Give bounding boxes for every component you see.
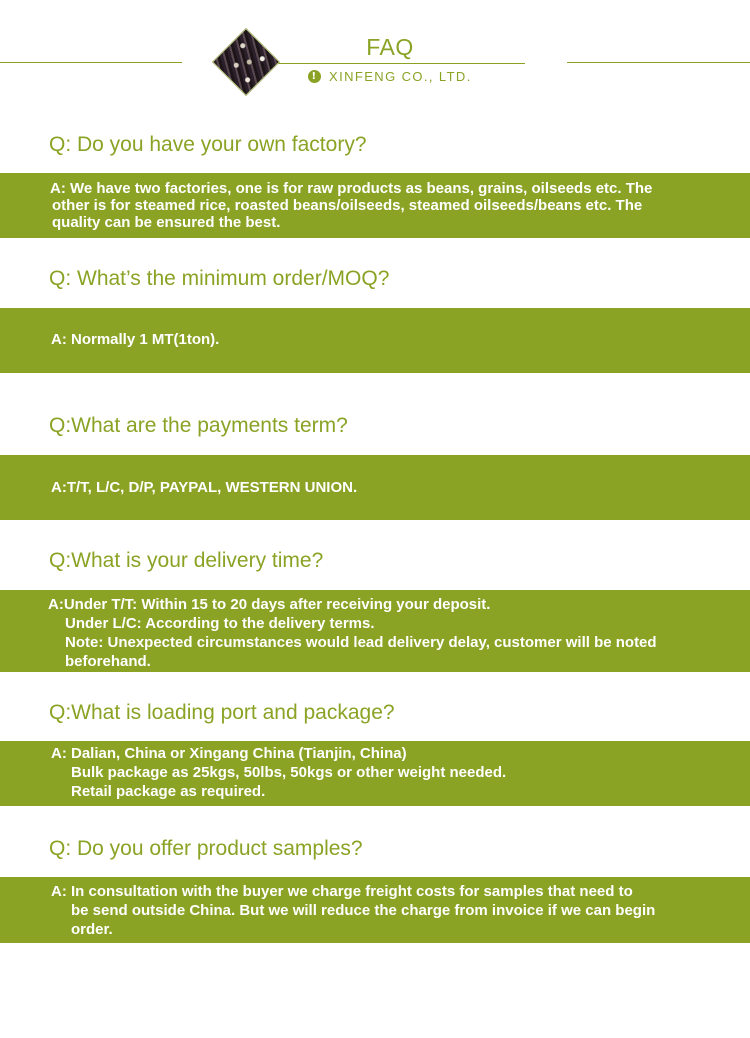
faq-answer <box>0 455 750 520</box>
company-name <box>308 69 472 84</box>
header-rule-right <box>567 62 750 63</box>
faq-question: Q: Do you have your own factory? <box>49 133 367 156</box>
faq-question: Q:What is your delivery time? <box>49 549 324 572</box>
faq-answer <box>0 741 750 806</box>
answer-line: Bulk package as 25kgs, 50lbs, 50kgs or other weight needed. <box>71 764 507 781</box>
answer-line: A: In consultation with the buyer we charge freight costs for samples that need to <box>51 883 633 900</box>
answer-line: Retail package as required. <box>71 783 266 800</box>
answer-line: beforehand. <box>65 653 151 670</box>
company-label: XINFENG CO., LTD. <box>329 69 472 84</box>
faq-question: Q:What is loading port and package? <box>49 701 395 724</box>
answer-line: Under L/C: According to the delivery terms. <box>65 615 375 632</box>
faq-answer <box>0 877 750 943</box>
faq-question: Q:What are the payments term? <box>49 414 348 437</box>
answer-line: Note: Unexpected circumstances would lead delivery delay, customer will be noted <box>65 634 657 651</box>
faq-answer <box>0 173 750 238</box>
answer-line: A:T/T, L/C, D/P, PAYPAL, WESTERN UNION. <box>51 479 358 496</box>
answer-line: be send outside China. But we will reduce the charge from invoice if we can begin <box>71 902 656 919</box>
faq-question: Q: Do you offer product samples? <box>49 837 363 860</box>
header-rule-left <box>0 62 182 63</box>
answer-line: A:Under T/T: Within 15 to 20 days after receiving your deposit. <box>48 596 491 613</box>
page-title: FAQ <box>366 34 414 60</box>
answer-line: A: Dalian, China or Xingang China (Tianjin, China) <box>51 745 407 762</box>
faq-answer <box>0 590 750 672</box>
answer-line: quality can be ensured the best. <box>52 214 281 231</box>
product-thumbnail <box>212 28 280 96</box>
faq-answer <box>0 308 750 373</box>
info-icon: ! <box>308 70 321 83</box>
answer-line: other is for steamed rice, roasted beans/oilseeds, steamed oilseeds/beans etc. The <box>52 197 643 214</box>
faq-question: Q: What’s the minimum order/MOQ? <box>49 267 390 290</box>
answer-line: order. <box>71 921 113 938</box>
header-rule-center <box>245 63 525 64</box>
answer-line: A: We have two factories, one is for raw products as beans, grains, oilseeds etc. The <box>50 180 653 197</box>
answer-line: A: Normally 1 MT(1ton). <box>51 331 220 348</box>
